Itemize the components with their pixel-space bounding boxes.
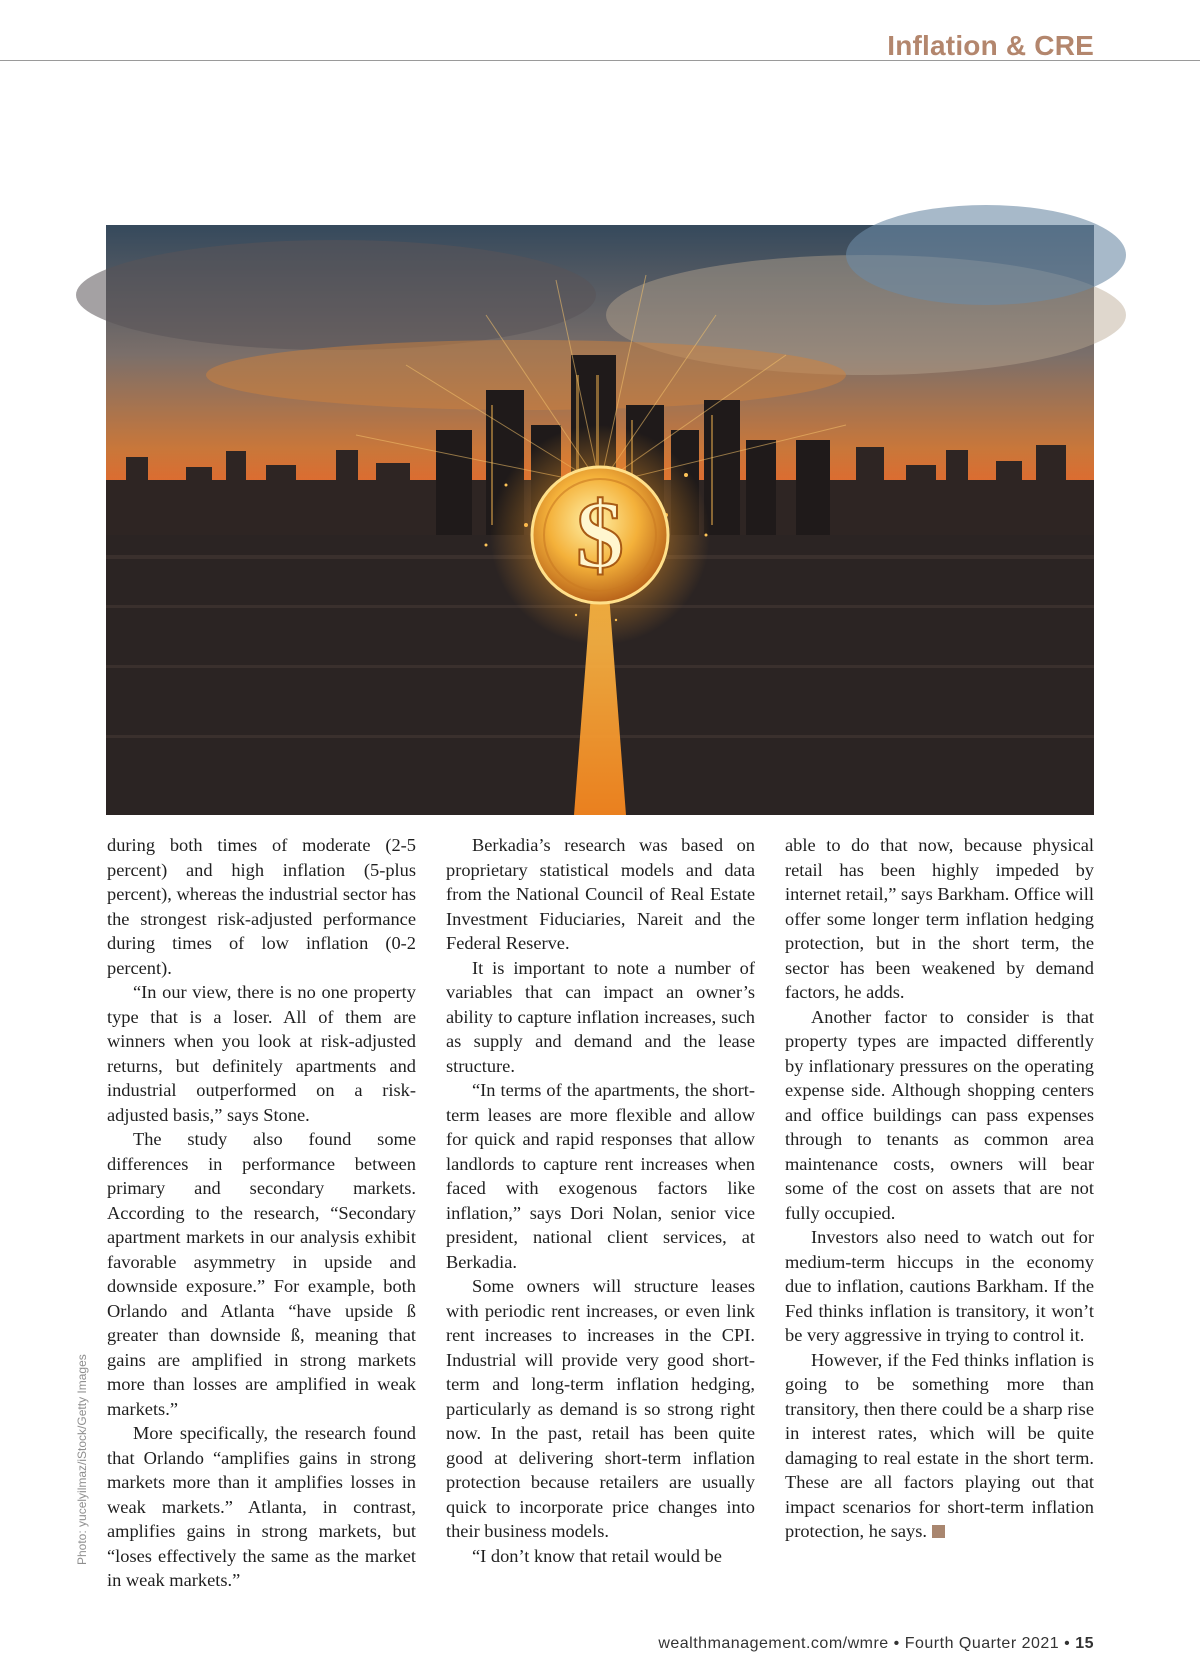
section-title: Inflation & CRE xyxy=(887,30,1094,61)
paragraph: More specifically, the research found that Orlando “amplifies gains in strong markets more than it amplifies losses in weak markets.” Atlanta, in contrast, amplifies gains in strong markets, but “loses effectively the same as the market in weak markets.” xyxy=(107,1423,416,1590)
footer-site: wealthmanagement.com/wmre xyxy=(658,1635,889,1652)
hero-image xyxy=(106,225,1094,815)
footer-issue: Fourth Quarter 2021 xyxy=(904,1635,1060,1652)
paragraph: It is important to note a number of variables that can impact an owner’s ability to capture inflation increases, such as supply and demand and the lease structure. xyxy=(446,957,755,1076)
paragraph: Some owners will structure leases with periodic rent increases, or even link rent increases to increases in the CPI. Industrial will provide very good short-term and long-term inflation hedging, particularly as demand is so strong right now. In the past, retail has been quite good at delivering short-term inflation protection because retailers are usually quick to incorporate price changes into their business models. xyxy=(446,1276,755,1541)
paragraph: “In our view, there is no one property type that is a loser. All of them are winners when you look at risk-adjusted returns, but definitely apartments and industrial outperformed on a risk-adjusted basis,” says Stone. xyxy=(107,982,416,1125)
paragraph: Investors also need to watch out for medium-term hiccups in the economy due to inflation, cautions Barkham. If the Fed thinks inflation is transitory, it won’t be very aggressive in trying to control it. xyxy=(785,1227,1094,1345)
paragraph: during both times of moderate (2-5 percent) and high inflation (5-plus percent), whereas the industrial sector has the strongest risk-adjusted performance during times of low inflation (0-2 percent). xyxy=(107,835,416,978)
paragraph-final xyxy=(785,1348,1094,1544)
photo-credit: Photo: yucelyilmaz/iStock/Getty Images xyxy=(75,1354,89,1565)
paragraph: able to do that now, because physical retail has been highly impeded by internet retail,” says Barkham. Office will offer some longer term inflation hedging protection, but in the short term, the sector has been weakened by demand factors, he adds. xyxy=(785,835,1094,1002)
footer-separator: • xyxy=(1064,1635,1071,1652)
city-skyline-dollar-icon xyxy=(106,225,1094,815)
svg-text:$: $ xyxy=(576,481,624,588)
page-number: 15 xyxy=(1075,1635,1094,1652)
paragraph: The study also found some differences in performance between primary and secondary markets. According to the research, “Secondary apartment markets in our analysis exhibit favorable asymmetry in upside and downside exposure.” For example, both Orlando and Atlanta “have upside ß greater than downside ß, meaning that gains are amplified in strong markets more than losses are amplified in weak markets.” xyxy=(107,1129,416,1419)
article-body xyxy=(107,833,1094,1590)
article-column-3 xyxy=(785,833,1094,1570)
article-column-1 xyxy=(107,833,416,1590)
page-footer xyxy=(658,1635,1094,1653)
end-of-article-mark xyxy=(932,1525,945,1538)
footer-separator: • xyxy=(893,1635,900,1652)
paragraph: “I don’t know that retail would be xyxy=(472,1545,722,1566)
article-column-2 xyxy=(446,833,755,1570)
paragraph: “In terms of the apartments, the short-term leases are more flexible and allow for quick and rapid responses that allow landlords to capture rent increases when faced with exogenous factors like inflation,” says Dori Nolan, senior vice president, national client services, at Berkadia. xyxy=(446,1080,755,1272)
paragraph: Another factor to consider is that property types are impacted differently by inflationary pressures on the operating expense side. Although shopping centers and office buildings can pass expenses through to tenants as common area maintenance costs, owners will bear some of the cost on assets that are not fully occupied. xyxy=(785,1006,1094,1223)
paragraph: Berkadia’s research was based on proprietary statistical models and data from the National Council of Real Estate Investment Fiduciaries, Nareit and the Federal Reserve. xyxy=(446,835,755,953)
paragraph-text: However, if the Fed thinks inflation is going to be something more than transitory, then there could be a sharp rise in interest rates, which will be quite damaging to real estate in the short term. These are all factors playing out that impact scenarios for short-term inflation protection, he says. xyxy=(785,1349,1094,1541)
